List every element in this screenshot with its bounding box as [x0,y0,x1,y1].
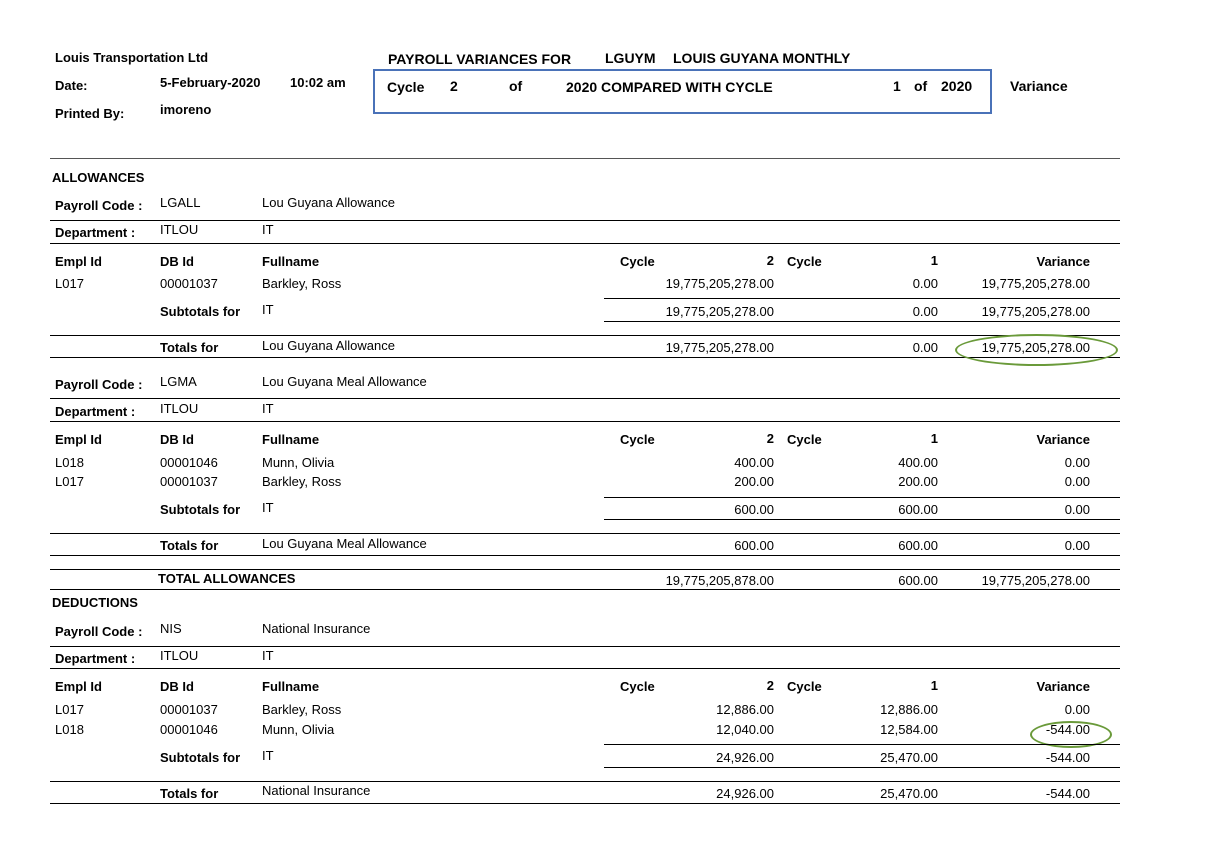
payroll-code-name: National Insurance [262,621,371,636]
subtotal-line [604,519,1120,520]
row-empl-id: L017 [55,474,84,489]
totals-line [50,335,1120,336]
row-cycle1: 12,886.00 [880,702,938,717]
row-variance: 0.00 [1064,455,1090,470]
subtotals-name: IT [262,748,274,763]
totals-cycle1: 25,470.00 [880,786,938,801]
col-cycle: Cycle [787,679,822,694]
subtotals-name: IT [262,500,274,515]
row-db-id: 00001037 [160,702,218,717]
totals-cycle2: 600.00 [734,538,774,553]
subtotal-variance: 0.00 [1064,502,1090,517]
divider [50,668,1120,669]
totals-name: Lou Guyana Allowance [262,338,395,353]
col-fullname: Fullname [262,679,320,694]
col-cycle: Cycle [620,254,655,269]
company-name: Louis Transportation Ltd [55,50,209,65]
row-db-id: 00001037 [160,474,218,489]
department-label: Department : [55,225,136,240]
department-code: ITLOU [160,222,199,237]
payroll-code-label: Payroll Code : [55,377,143,392]
col-db-id: DB Id [160,432,194,447]
department-name: IT [262,222,274,237]
row-db-id: 00001046 [160,722,218,737]
row-fullname: Munn, Olivia [262,455,335,470]
row-cycle1: 200.00 [898,474,938,489]
totals-variance: 0.00 [1064,538,1090,553]
col-cycle: Cycle [620,679,655,694]
col-cycle-one: 1 [930,253,938,268]
row-empl-id: L017 [55,276,84,291]
totals-cycle1: 0.00 [912,340,938,355]
col-cycle-one: 1 [930,678,938,693]
row-cycle2: 400.00 [734,455,774,470]
row-empl-id: L018 [55,722,84,737]
subtotals-name: IT [262,302,274,317]
totals-variance: 19,775,205,278.00 [981,340,1090,355]
totals-label: Totals for [160,786,219,801]
row-cycle1: 400.00 [898,455,938,470]
subtotal-cycle1: 600.00 [898,502,938,517]
subtotal-variance: -544.00 [1045,750,1090,765]
divider [50,220,1120,221]
divider [50,421,1120,422]
department-name: IT [262,648,274,663]
cycle-word: Cycle [387,79,425,95]
subtotal-line [604,321,1120,322]
subtotal-line [604,767,1120,768]
row-fullname: Munn, Olivia [262,722,335,737]
row-cycle2: 12,886.00 [716,702,774,717]
totals-cycle2: 19,775,205,278.00 [665,340,774,355]
divider [50,398,1120,399]
col-fullname: Fullname [262,432,320,447]
report-title: PAYROLL VARIANCES FOR [388,51,572,67]
col-variance: Variance [1036,679,1090,694]
payroll-code-name: Lou Guyana Meal Allowance [262,374,427,389]
header-divider [50,158,1120,159]
printed-by-value: imoreno [160,102,212,117]
department-label: Department : [55,404,136,419]
annotation-oval [955,334,1118,366]
totals-name: National Insurance [262,783,371,798]
subtotals-label: Subtotals for [160,304,241,319]
department-code: ITLOU [160,401,199,416]
compare-year: 2020 [941,78,973,94]
col-db-id: DB Id [160,254,194,269]
col-cycle: Cycle [620,432,655,447]
payroll-code-label: Payroll Code : [55,198,143,213]
subtotals-label: Subtotals for [160,502,241,517]
divider [50,243,1120,244]
subtotal-variance: 19,775,205,278.00 [981,304,1090,319]
totals-label: Totals for [160,340,219,355]
row-cycle2: 200.00 [734,474,774,489]
of-word-1: of [509,78,523,94]
col-variance: Variance [1036,254,1090,269]
payroll-code-value: LGALL [160,195,201,210]
date-label: Date: [55,78,88,93]
compare-cycle-number: 1 [893,78,901,94]
col-cycle-two: 2 [766,253,774,268]
department-code: ITLOU [160,648,199,663]
col-fullname: Fullname [262,254,320,269]
totals-cycle2: 24,926.00 [716,786,774,801]
totals-variance: -544.00 [1045,786,1090,801]
col-cycle-one: 1 [930,431,938,446]
divider [50,646,1120,647]
of-word-2: of [914,78,928,94]
subtotal-cycle2: 24,926.00 [716,750,774,765]
allowances-heading: ALLOWANCES [52,170,145,185]
payroll-group-name: LOUIS GUYANA MONTHLY [673,50,851,66]
deductions-heading: DEDUCTIONS [52,595,138,610]
total-allowances-cycle2: 19,775,205,878.00 [665,573,774,588]
row-fullname: Barkley, Ross [262,474,342,489]
col-empl-id: Empl Id [55,432,102,447]
payroll-group-code: LGUYM [605,50,656,66]
compare-text: 2020 COMPARED WITH CYCLE [566,79,773,95]
row-variance: 19,775,205,278.00 [981,276,1090,291]
subtotals-label: Subtotals for [160,750,241,765]
row-fullname: Barkley, Ross [262,276,342,291]
payroll-code-name: Lou Guyana Allowance [262,195,395,210]
time-value: 10:02 am [290,75,346,90]
col-db-id: DB Id [160,679,194,694]
row-variance: -544.00 [1045,722,1090,737]
grand-total-line [50,589,1120,590]
col-empl-id: Empl Id [55,679,102,694]
payroll-code-value: NIS [160,621,182,636]
grand-total-line [50,569,1120,570]
total-allowances-variance: 19,775,205,278.00 [981,573,1090,588]
col-cycle: Cycle [787,254,822,269]
row-cycle1: 12,584.00 [880,722,938,737]
subtotal-cycle1: 0.00 [912,304,938,319]
department-name: IT [262,401,274,416]
totals-line [50,781,1120,782]
row-cycle2: 19,775,205,278.00 [665,276,774,291]
totals-line [50,803,1120,804]
totals-name: Lou Guyana Meal Allowance [262,536,427,551]
variance-header: Variance [1010,78,1068,94]
printed-by-label: Printed By: [55,106,125,121]
total-allowances-cycle1: 600.00 [898,573,938,588]
row-cycle1: 0.00 [912,276,938,291]
col-cycle-two: 2 [766,678,774,693]
row-db-id: 00001037 [160,276,218,291]
totals-line [50,357,1120,358]
row-cycle2: 12,040.00 [716,722,774,737]
row-db-id: 00001046 [160,455,218,470]
row-variance: 0.00 [1064,474,1090,489]
department-label: Department : [55,651,136,666]
cycle-number: 2 [450,78,458,94]
row-empl-id: L017 [55,702,84,717]
row-fullname: Barkley, Ross [262,702,342,717]
total-allowances-label: TOTAL ALLOWANCES [158,571,296,586]
subtotal-cycle2: 600.00 [734,502,774,517]
subtotal-line [604,298,1120,299]
totals-line [50,555,1120,556]
totals-label: Totals for [160,538,219,553]
subtotal-line [604,497,1120,498]
subtotal-line [604,744,1120,745]
totals-cycle1: 600.00 [898,538,938,553]
payroll-code-label: Payroll Code : [55,624,143,639]
col-variance: Variance [1036,432,1090,447]
subtotal-cycle2: 19,775,205,278.00 [665,304,774,319]
col-cycle-two: 2 [766,431,774,446]
col-empl-id: Empl Id [55,254,102,269]
totals-line [50,533,1120,534]
payroll-code-value: LGMA [160,374,197,389]
row-variance: 0.00 [1064,702,1090,717]
row-empl-id: L018 [55,455,84,470]
date-value: 5-February-2020 [160,75,261,90]
subtotal-cycle1: 25,470.00 [880,750,938,765]
col-cycle: Cycle [787,432,822,447]
